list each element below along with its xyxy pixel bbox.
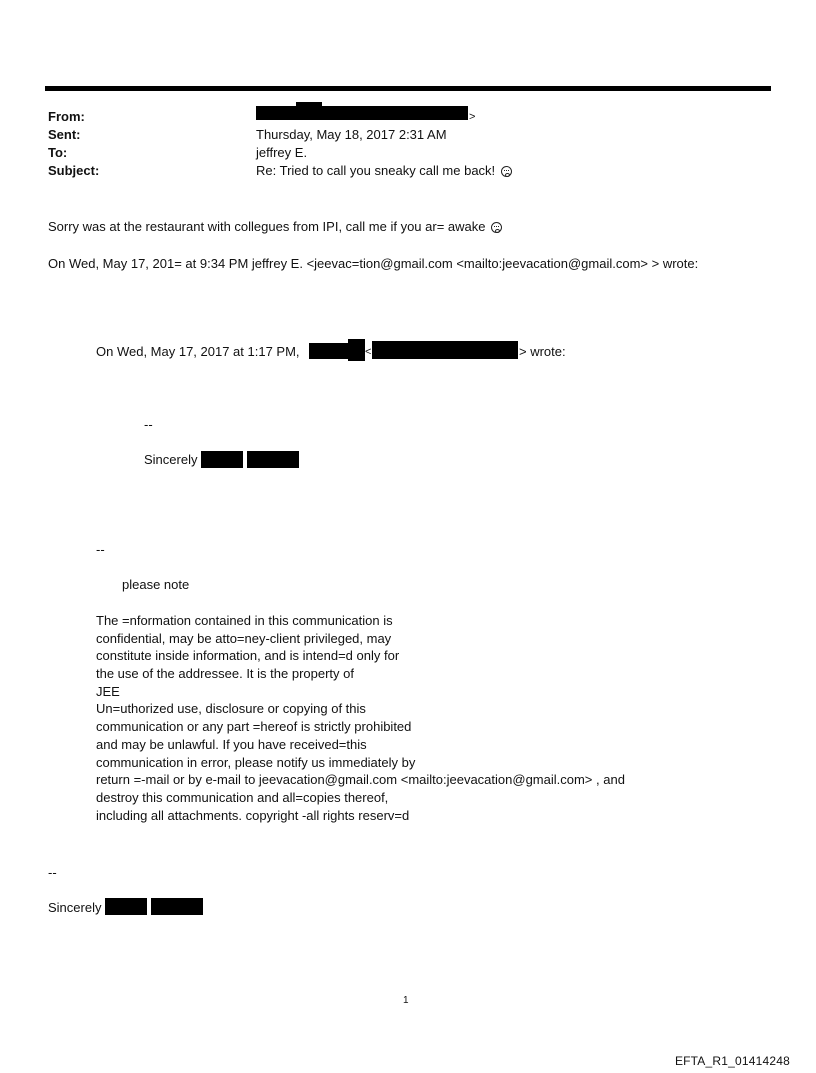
sent-value: Thursday, May 18, 2017 2:31 AM [256,127,447,142]
disclaimer-line: confidential, may be atto=ney-client privileged, may [96,630,392,646]
redaction-signature-last [247,451,299,468]
to-label: To: [48,145,68,160]
header-divider [45,86,771,91]
please-note: please note [122,577,190,592]
subject-value: Re: Tried to call you sneaky call me back! [256,163,496,178]
quote-header-2-lt: < [365,346,372,358]
confidentiality-disclaimer [96,612,625,824]
signature-separator-3: -- [48,865,57,880]
sincerely-1: Sincerely [144,452,198,467]
redaction-sender-name-tall [348,339,365,361]
disclaimer-line: destroy this communication and all=copies thereof, [96,789,389,805]
redaction-signature-first-2 [105,898,147,915]
disclaimer-line: communication in error, please notify us immediately by [96,754,416,770]
quote-header-2-prefix: On Wed, May 17, 2017 at 1:17 PM, [96,344,300,359]
surprised-face-icon [491,222,502,233]
redaction-signature-last-2 [151,898,203,915]
sent-label: Sent: [48,127,81,142]
redaction-sender [256,106,468,120]
page-number: 1 [403,995,409,1006]
quote-header-1: On Wed, May 17, 201= at 9:34 PM jeffrey E. <jeevac=tion@gmail.com <mailto:jeevacation@gmail.com> > wrote: [48,256,699,271]
document-id: EFTA_R1_01414248 [674,1054,790,1068]
subject-label: Subject: [48,163,100,178]
disclaimer-line: JEE [96,683,120,699]
redaction-sender-top [296,102,322,108]
disclaimer-line: return =-mail or by e-mail to jeevacation@gmail.com <mailto:jeevacation@gmail.com> , and [96,772,625,788]
quote-header-2-suffix: > wrote: [519,344,566,359]
reply-text: Sorry was at the restaurant with collegues from IPI, call me if you ar= awake [48,219,486,234]
sincerely-2: Sincerely [48,900,102,915]
disclaimer-line: including all attachments. copyright -all rights reserv=d [96,807,410,823]
disclaimer-line: The =nformation contained in this communication is [96,613,393,628]
disclaimer-line: communication or any part =hereof is strictly prohibited [96,719,412,735]
disclaimer-line: Un=uthorized use, disclosure or copying of this [96,701,366,717]
subject-line [256,162,512,180]
redaction-sender-email [372,341,518,359]
signature-separator-1: -- [144,417,153,432]
from-suffix: > [469,111,476,123]
disclaimer-line: constitute inside information, and is intend=d only for [96,648,400,664]
disclaimer-line: and may be unlawful. If you have received=this [96,736,367,752]
body-line-1 [48,218,502,236]
surprised-face-icon [501,166,512,177]
from-label: From: [48,109,85,124]
to-value: jeffrey E. [256,145,308,160]
redaction-signature-first [201,451,243,468]
disclaimer-line: the use of the addressee. It is the property of [96,666,354,682]
signature-separator-2: -- [96,542,105,557]
